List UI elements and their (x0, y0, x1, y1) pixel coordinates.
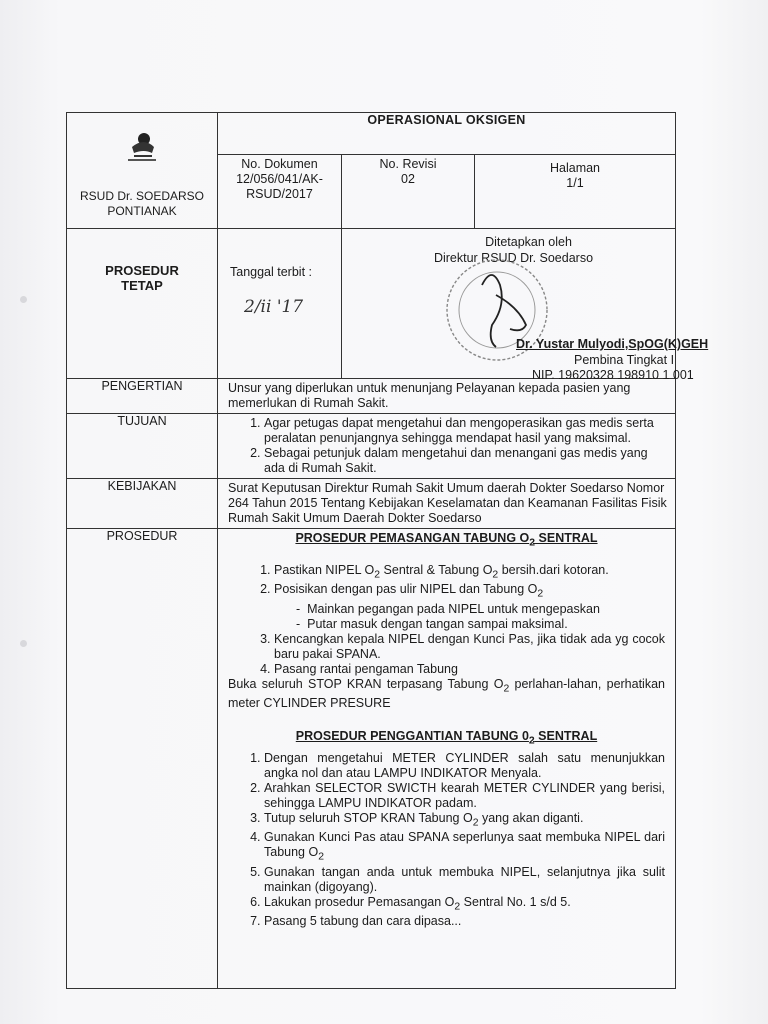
replacement-step: 2. Arahkan SELECTOR SWICTH kearah METER CYLINDER yang berisi, sehingga LAMPU INDIKATOR padam. (264, 781, 665, 811)
tujuan-item: 2. Sebagai petunjuk dalam mengetahui dan menangani gas medis yang ada di Rumah Sakit. (264, 446, 665, 476)
tujuan-label: TUJUAN (67, 414, 218, 479)
hospital-cell (67, 113, 218, 229)
hospital-logo (122, 129, 162, 163)
revision-cell (342, 155, 475, 229)
pengertian-label: PENGERTIAN (67, 379, 218, 414)
replacement-step: 5. Gunakan tangan anda untuk membuka NIPEL, selanjutnya jika sulit mainkan (digoyang). (264, 865, 665, 895)
sop-label-1: PROSEDUR (105, 263, 179, 278)
prosedur-cell (218, 529, 676, 989)
installation-note: Buka seluruh STOP KRAN terpasang Tabung $O_2$ perlahan-lahan, perhatikan meter CYLINDER PRESURE (228, 676, 665, 710)
director-rank: Pembina Tingkat I (574, 353, 675, 367)
punch-hole (20, 296, 27, 303)
issue-date-cell (218, 229, 342, 379)
page-cell (475, 155, 676, 229)
doc-number-value: 12/056/041/AK-RSUD/2017 (236, 172, 323, 201)
kebijakan-text: Surat Keputusan Direktur Rumah Sakit Umum daerah Dokter Soedarso Nomor 264 Tahun 2015 Tentang Kebijakan Keselamatan dan Keamanan Fasilitas Fisik Rumah Sakit Umum Daerah Dokter Soedarso (218, 479, 676, 529)
replacement-step: 1. Dengan mengetahui METER CYLINDER salah satu menunjukkan angka nol dan atau LAMPU INDIKATOR Menyala. (264, 751, 665, 781)
approval-cell (342, 229, 709, 382)
installation-step: 1. Pastikan NIPEL $O_2$ Sentral & Tabung $O_2$ bersih.dari kotoran. (274, 563, 665, 583)
doc-number-cell (218, 155, 342, 229)
sop-label-2: TETAP (121, 278, 163, 293)
approval-by: Ditetapkan oleh (485, 235, 572, 249)
director-nip: NIP. 19620328 198910 1 001 (532, 368, 694, 382)
installation-step: 2. Posisikan dengan pas ulir NIPEL dan Tabung $O_2$ - Mainkan pegangan pada NIPEL untuk mengepaskan - Putar masuk dengan tangan sampai maksimal. (274, 582, 665, 632)
tujuan-cell (218, 414, 676, 479)
installation-heading: PROSEDUR PEMASANGAN TABUNG $O_2$ SENTRAL (295, 531, 598, 549)
prosedur-label: PROSEDUR (67, 529, 218, 989)
hospital-city: PONTIANAK (107, 204, 177, 218)
installation-substep: - Putar masuk dengan tangan sampai maksimal. (296, 616, 568, 631)
replacement-step: 3. Tutup seluruh STOP KRAN Tabung $O_2$ yang akan diganti. (264, 811, 665, 831)
replacement-step: 4. Gunakan Kunci Pas atau SPANA seperlunya saat membuka NIPEL dari Tabung $O_2$ (264, 830, 665, 865)
replacement-step: 7. Pasang 5 tabung dan cara dipasa... (264, 914, 665, 929)
kebijakan-label: KEBIJAKAN (67, 479, 218, 529)
issue-date-label: Tanggal terbit : (230, 265, 312, 279)
approval-title: Direktur RSUD Dr. Soedarso (433, 251, 594, 265)
director-name: Dr. Yustar Mulyodi,SpOG(K)GEH (516, 337, 709, 351)
document-title: OPERASIONAL OKSIGEN (218, 113, 676, 155)
tujuan-item: 1. Agar petugas dapat mengetahui dan mengoperasikan gas medis serta peralatan penunjangnya sehingga mendapat hasil yang maksimal. (264, 416, 665, 446)
replacement-heading: PROSEDUR PENGGANTIAN TABUNG $0_2$ SENTRAL (295, 729, 598, 747)
revision-label: No. Revisi (379, 157, 437, 171)
installation-substep: - Mainkan pegangan pada NIPEL untuk mengepaskan (296, 601, 600, 616)
pengertian-text: Unsur yang diperlukan untuk menunjang Pelayanan kepada pasien yang memerlukan di Rumah Sakit. (218, 379, 676, 414)
sop-label-cell (67, 229, 218, 379)
replacement-step: 6. Lakukan prosedur Pemasangan $O_2$ Sentral No. 1 s/d 5. (264, 895, 665, 915)
revision-value: 02 (401, 172, 415, 186)
installation-step: 3. Kencangkan kepala NIPEL dengan Kunci Pas, jika tidak ada yg cocok baru pakai SPANA. (274, 632, 665, 662)
page-label: Halaman (549, 161, 601, 175)
issue-date-handwritten: 2/ii '17 (244, 297, 304, 317)
punch-hole (20, 640, 27, 647)
sop-table (66, 112, 709, 989)
installation-step: 4. Pasang rantai pengaman Tabung (274, 662, 665, 677)
hospital-name: RSUD Dr. SOEDARSO (79, 189, 205, 203)
page-value: 1/1 (566, 176, 584, 190)
doc-number-label: No. Dokumen (241, 157, 318, 171)
